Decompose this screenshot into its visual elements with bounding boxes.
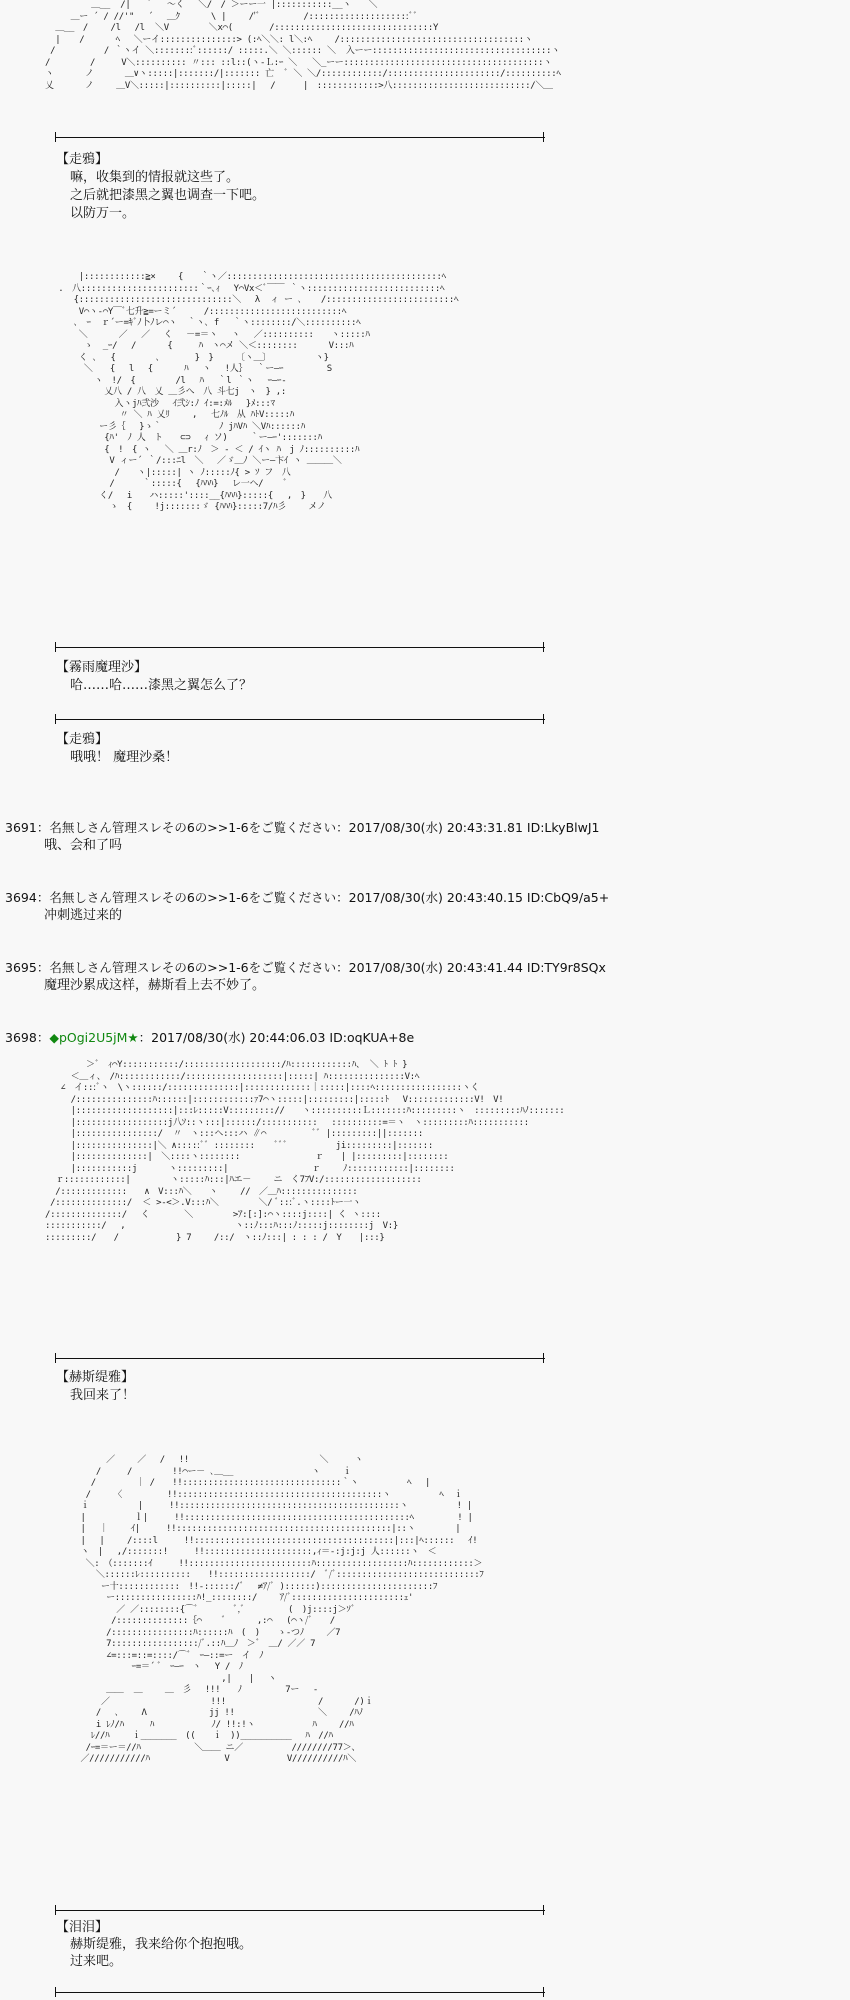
- divider-tick: [55, 132, 56, 142]
- ascii-art-leilei: ／ ／ / !! ＼ ヽ / / !!⌒ー－ ､＿__ ヽ ｉ / ｜ / !!:::::::::::::::::::::::::::::::｀ヽ ﾍ | / 〈 !!::::::::::::::::::::::::::::::::::::::::ヽ ﾍ ｉ ｉ | !!:::::::::::::::::::::::::::::::::::::::::::ヽ ! | | ｌ| !!::::::::::::::::::::::::::::::::::::::::::::ﾍ ! | | ｜ ｲ| !!::::::::::::::::::::::::::::::::::::::::::|::ヽ | | | /::::l !!:::::::::::::::::::::::::::::::::::::::|:::|ﾍ:::::: ｲ! ヽ | ,/:::::::! !!:::::::::::::::::::::,ｨ＝-:j:j:j 人::::::ヽ ＜ ＼: （:::::::ｲ !!::::::::::::::::::::::::ﾊ::::::::::::::::::ﾊ::::::::::::＞ ＼::::::ﾚ:::::::::: !!::::::::::::::::::/ ﾞ/ﾞ::::::::::::::::::::::::::::ﾌ ー十:::::::::::: !!‐::::::/ﾞ ≠ｱ/ﾞ )::::::)::::::::::::::::::::::ﾌ ー::::::::::::::::ﾊ!_::::::::/ ｱ/ﾞ::::::::::::::::::::::ｪ' ／ ／::::::::{⌒ﾞ ﾞ,ﾞ ( )j::::j＞ｿﾞ /::::::::::::::｛⌒ ﾞ ,:⌒ (⌒ヽ/ﾞ / /::::::::::::::::ﾊ::::::ﾊ ( ) ゝ‐つﾉ ／7 7:::::::::::::::::/ﾞ.::ﾊ＿ﾉ ＞ﾞ ＿/ ／／ 7 ∠=:::=::=::::/⌒ﾞ ｰ―::=ー イ ﾉ ｰ=＝´ ﾞ ｰ―ｰ ヽ Y / ﾉ ,| | ヽ ＿＿ ＿ ＿ 彡 !!! ﾉ 7ー - ／ !!! / /)ｉ / ､ Λ jj !! ＼ /ﾊﾉ i ﾚﾉ/ﾊ ﾊ ﾉ/ !!:!ヽ ﾊ //ﾊ ﾚ//ﾊ ｉ_______ (( ｉ ))__________ ﾊ //ﾊ /ｰ=＝ー＝//ﾊ ＼＿＿ ニ／ ////////77＞、 ／///////////ﾊ V V//////////ﾊ＼: [80, 1455, 484, 1764]
- divider-tick: [543, 1353, 544, 1363]
- speaker-label: 【霧雨魔理沙】: [56, 660, 148, 675]
- author-trip: ◆pOgi2U5jM★: [49, 1030, 139, 1045]
- dialogue-line: 以防万一。: [70, 206, 136, 221]
- divider-tick: [543, 1905, 544, 1915]
- divider-tick: [543, 714, 544, 724]
- divider-tick: [55, 1905, 56, 1915]
- post-meta: ：名無しさん管理スレその6の>>1-6をご覧ください：2017/08/30(水) 20:43:31.81 ID:LkyBlwJ1: [36, 820, 600, 835]
- divider-tick: [55, 642, 56, 652]
- divider: [55, 1910, 545, 1911]
- dialogue-line: 赫斯缇雅，我来给你个抱抱哦。: [70, 1937, 253, 1952]
- ascii-art-top: ＿__ /| ｀ ～く ＼/ / ＞ーー一 |:::::::::::__ヽ ＼ ＿ー ´ / //'" ´ ＿ｸ \ | /'ﾞ /::::::::::::::::::::ﾞﾞ ＿__ / /l /l ＼V ＼x⌒( /:::::::::::::::::::::::::::::::Y | / ﾍ ＼ーイ:::::::::::::::> (:ﾍ＼＼: l＼:ﾍ /::::::::::::::::::::::::::::::::::::ヽ / / ｀ヽイ ＼::::::::ﾞ::::::/ :::::.＼ ＼:::::: ＼ 入ーー:::::::::::::::::::::::::::::::::::ヽ / / V＼:::::::::: 〃::: ::l::(ヽ-Ｌ:ｰ ＼ ＼_ーー:::::::::::::::::::::::::::::::::::::::ヽ ヽ ノ ＿∨ヽ:::::|:::::::/|::::::: 亡 ﾞ ＼ ＼/::::::::::::/::::::::::::::::::::::/::::::::::ﾍ 乂 ノ ＿V＼:::::|::::::::::|:::::| / | ::::::::::::>八:::::::::::::::::::::::::::/＼＿: [45, 0, 561, 91]
- dialogue-line: 哈……哈……漆黑之翼怎么了？: [70, 678, 253, 693]
- post-meta: ：名無しさん管理スレその6の>>1-6をご覧ください：2017/08/30(水) 20:43:41.44 ID:TY9r8SQx: [36, 960, 606, 975]
- divider-tick: [543, 1987, 544, 1997]
- post-body: 哦、会和了吗: [44, 838, 123, 853]
- post-number[interactable]: 3694: [5, 890, 37, 905]
- dialogue-line: 嘛，收集到的情报就这些了。: [70, 170, 240, 185]
- post-header: [5, 960, 606, 976]
- post-number[interactable]: 3698: [5, 1030, 37, 1045]
- post-meta: ：2017/08/30(水) 20:44:06.03 ID:oqKUA+8e: [138, 1030, 415, 1045]
- ascii-art-marisa: |::::::::::::≧× { ｀ヽ／::::::::::::::::::::::::::::::::::::::::::ﾍ . 八:::::::::::::::::::::::｀ｰ､ｨ Y⌒Vx＜ﾞ￣￣ ｀ヽ::::::::::::::::::::::::::ﾍ {::::::::::::::::::::::::::::::＼ λ ィ ー ､ /:::::::::::::::::::::::::ﾍ V⌒ヽ-⌒Y￣ﾞ七升≧=ーミ´ /::::::::::::::::::::::::::ﾍ ､ ｰ ｒ´ー=ｷﾞﾉ卜ﾉレ⌒ヽ ｀ヽ､ f ｀ヽ::::::::/＼::::::::::ﾍ ＼ ／ ／ く －=＝ヽ ヽ ／:::::::::: ヽ:::::ﾊ ゝ _ｰ/ / { ﾊ ヽ⌒メ ＼＜:::::::: V:::ﾊ く ､ { ､ } } 〔ヽ＿〕 ヽ} ＼ { l { ﾊ ヽ !人｝ ｀ー―ｰ S ヽ !/ { /l ﾊ ｀l ｀ヽ ｰ―ｰ- 乂八 / 八 乂 ＿彡へ 八 斗七j ヽ } ,: 入ヽjﾊ弐沙 ｲ弐ｼ:ﾉ ｲ:=:ﾒﾙ }ﾒ:::ﾏ 〃 ＼ ﾊ 乂ﾘ , 七ﾉﾙ 从 ﾊﾄV:::::ﾊ ー彡｛ }ゝ｀ ﾉ jﾊVﾊ ＼Vﾊ::::::ﾊ {ﾊ' ﾉ 人 ト ⊂⊃ ｨ ソ) ｀ー―ｰ':::::::ﾊ { ! { ヽ ＼ ＿r:ﾉ ＞ - ＜ / ｲヽ ﾊ j ﾉ::::::::::ﾊ V ィー´ ｀/:::ﾆl ＼ ／ゞ＿ﾉ ＼ー―卞ｲ ヽ ＿＿＿＼ / ヽ|:::::| ヽ ﾉ:::::ﾉ{ > ｿ フ 八 / ｀:::::{ {ﾊﾊﾊ} レ一ヘ/ ﾞ く/ i ハ:::::'::::__{ﾊﾊﾊ}:::::{ , } 八 ゝ { !j:::::::ゞ {ﾊﾊﾊ}:::::7/ﾊ彡 メノ: [58, 272, 459, 512]
- speaker-label: 【泪泪】: [56, 1920, 109, 1935]
- post-header: [5, 820, 600, 836]
- dialogue-line: 之后就把漆黑之翼也调查一下吧。: [70, 188, 266, 203]
- divider: [55, 1358, 545, 1359]
- divider: [55, 647, 545, 648]
- divider-tick: [55, 714, 56, 724]
- divider: [55, 137, 545, 138]
- post-number[interactable]: 3691: [5, 820, 37, 835]
- speaker-label: 【赫斯缇雅】: [56, 1370, 135, 1385]
- post-meta: ：名無しさん管理スレその6の>>1-6をご覧ください：2017/08/30(水) 20:43:40.15 ID:CbQ9/a5+: [36, 890, 610, 905]
- divider: [55, 1992, 545, 1993]
- speaker-label: 【走鴉】: [56, 152, 109, 167]
- dialogue-line: 过来吧。: [70, 1954, 123, 1969]
- divider: [55, 719, 545, 720]
- ascii-art-hestia: ＞ﾞ ｨ⌒Y:::::::::::/:::::::::::::::::::/ﾊ::::::::::::ﾊ、 ＼ ﾄ ﾄ } ＜＿ィ、 /ﾊ::::::::::::/:::::::::::::::::::|:::::| ﾊ:::::::::::::::V:ﾍ ∠ イ:::ﾞヽ \ヽ::::::/::::::::::::::|:::::::::::::｜:::::|::::ﾍ:::::::::::::::::ヽく /:::::::::::::::ﾊ::::::|::::::::::::ｧ7⌒ヽ:::::|:::::::::|:::::ﾄ V:::::::::::::V! V! |:::::::::::::::::::|:::ﾚ:::::V:::::::::// ヽ::::::::::Ｌ:::::::ﾊ:::::::::ヽ :::::::::ﾊﾉ::::::: |::::::::::::::::::j八ｿ::ヽ:::|::::::/::::::::::: ::::::::::=＝ヽ ヽ:::::::::ﾊ::::::::::: |::::::::::::::::/ 〃 ヽ:::ヘ:::ハ ∥⌒ ﾞﾞ |:::::::::||::::::: |:::::::::::::::|＼ ∧:::::ﾞﾞ :::::::: ﾞﾞﾞ ji:::::::::|::::::: |::::::::::::::| ＼::::ヽ:::::::: ｒ | |:::::::::|:::::::: |:::::::::::j ヽ:::::::::| ｒ ﾉ::::::::::::|:::::::: ｒ::::::::::::| ヽ:::::ﾊ:::|ﾊエ－ ニ く7ﾌV:/::::::::::::::::::: /::::::::::::: ∧ V:::ﾊ＼ ヽ // ／＿ﾊ::::::::::::::: /::::::::::::::/ ＜ >-<＞.V:::ﾊ＼ ＼/ ﾞ:::ﾞ.ヽ::::ﾄー一ヽ /::::::::::::::/ く ＼ >ｱ:[:]:⌒ヽ::::j::::| く ヽ:::: :::::::::::/ , ヽ::ﾉ:::ﾊ:::ﾉ:::::j::::::::j V:} :::::::::/ / } 7 /::/ ヽ::ﾉ:::| : : : / Y |:::}: [45, 1060, 565, 1243]
- dialogue-line: 我回来了！: [70, 1388, 136, 1403]
- divider-tick: [543, 642, 544, 652]
- dialogue-line: 哦哦！ 魔理沙桑！: [70, 750, 179, 765]
- divider-tick: [543, 132, 544, 142]
- post-number[interactable]: 3695: [5, 960, 37, 975]
- divider-tick: [55, 1987, 56, 1997]
- author-post-header: 3698：◆pOgi2U5jM★：2017/08/30(水) 20:44:06.03 ID:oqKUA+8e: [5, 1030, 415, 1045]
- divider-tick: [55, 1353, 56, 1363]
- post-header: [5, 890, 609, 906]
- post-body: 魔理沙累成这样，赫斯看上去不妙了。: [44, 978, 266, 993]
- post-body: 冲刺逃过来的: [44, 908, 123, 923]
- speaker-label: 【走鴉】: [56, 732, 109, 747]
